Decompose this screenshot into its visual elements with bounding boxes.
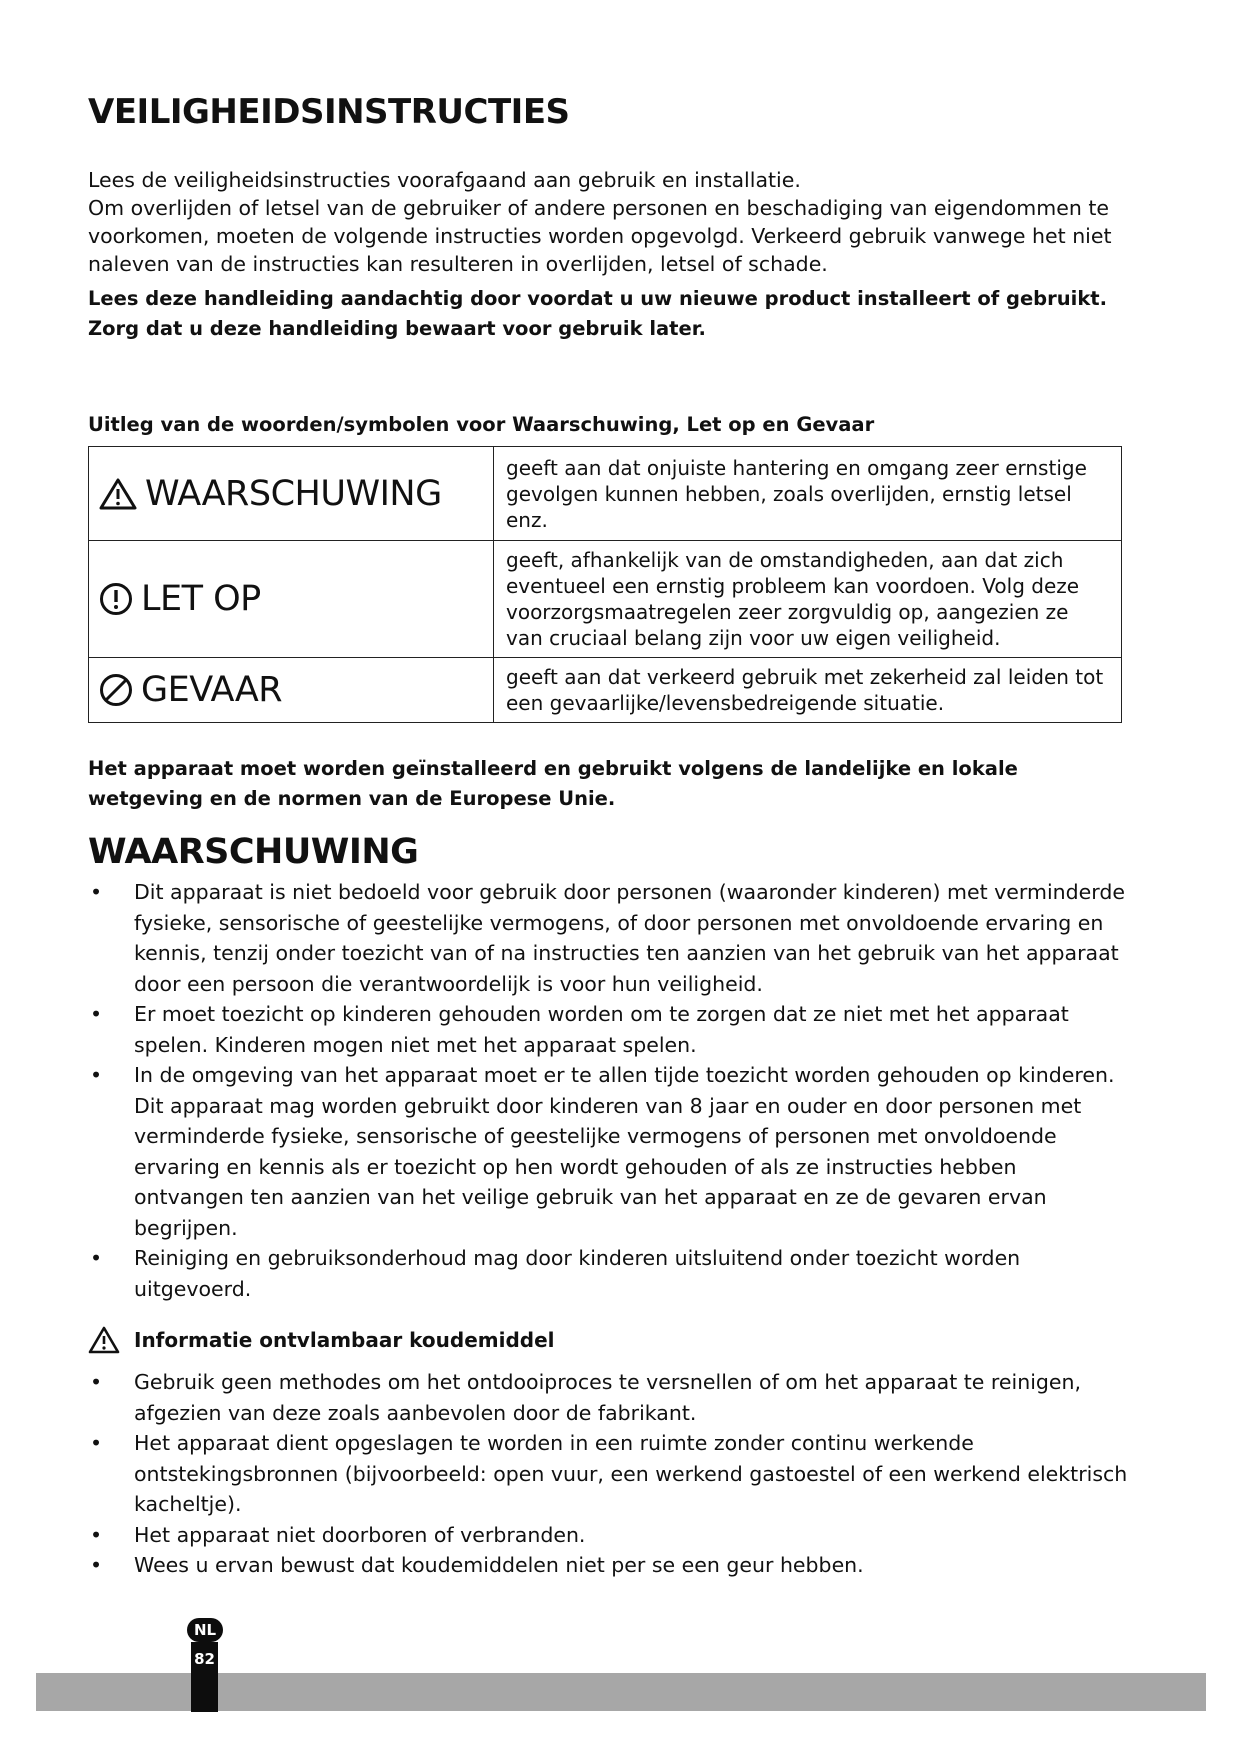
legend-row-let-op — [89, 541, 1122, 658]
list-item: • Er moet toezicht op kinderen gehouden worden om te zorgen dat ze niet met het apparaat spelen. Kinderen mogen niet met het apparaat spelen. — [88, 999, 1128, 1060]
list-item: • Het apparaat niet doorboren of verbranden. — [88, 1520, 1128, 1551]
term-let-op: LET OP — [141, 579, 261, 619]
bullet-icon: • — [90, 880, 103, 904]
refrigerant-list — [88, 1367, 1128, 1581]
read-manual-line-1: Lees deze handleiding aandachtig door voordat u uw nieuwe product installeert of gebruikt. — [88, 287, 1108, 310]
exclamation-circle-icon — [99, 582, 133, 616]
page-title: VEILIGHEIDSINSTRUCTIES — [88, 92, 570, 132]
bullet-icon: • — [90, 1063, 103, 1087]
intro-line-1: Lees de veiligheidsinstructies voorafgaand aan gebruik en installatie. — [88, 168, 801, 192]
bullet-icon: • — [90, 1002, 103, 1026]
warning-triangle-icon — [88, 1326, 120, 1354]
read-manual-notice — [88, 284, 1128, 344]
bullet-icon: • — [90, 1522, 103, 1547]
bullet-icon: • — [90, 1246, 103, 1270]
list-item: • Wees u ervan bewust dat koudemiddelen niet per se een geur hebben. — [88, 1550, 1128, 1581]
legislation-notice: Het apparaat moet worden geïnstalleerd en gebruikt volgens de landelijke en lokale wetgeving en de normen van de Europese Unie. — [88, 757, 1018, 810]
legend-table — [88, 446, 1122, 723]
intro-text — [88, 166, 1128, 278]
page-number: 82 — [194, 1650, 215, 1668]
desc-gevaar: geeft aan dat verkeerd gebruik met zekerheid zal leiden tot een gevaarlijke/levensbedreigende situatie. — [494, 658, 1122, 723]
list-item: • Het apparaat dient opgeslagen te worden in een ruimte zonder continu werkende ontstekingsbronnen (bijvoorbeeld: open vuur, een werkend gastoestel of een werkend elektrisch kacheltje). — [88, 1428, 1128, 1520]
warning-list — [88, 877, 1128, 1304]
term-gevaar: GEVAAR — [141, 670, 283, 710]
bullet-icon: • — [90, 1553, 103, 1577]
warning-triangle-icon — [99, 477, 137, 511]
list-item: • Gebruik geen methodes om het ontdooiproces te versnellen of om het apparaat te reinigen, afgezien van deze zoals aanbevolen door de fabrikant. — [88, 1367, 1128, 1428]
legend-row-warning — [89, 447, 1122, 541]
list-item: • Reiniging en gebruiksonderhoud mag door kinderen uitsluitend onder toezicht worden uitgevoerd. — [88, 1243, 1128, 1304]
term-waarschuwing: WAARSCHUWING — [145, 473, 442, 514]
list-item: • In de omgeving van het apparaat moet er te allen tijde toezicht worden gehouden op kinderen. Dit apparaat mag worden gebruikt door kinderen van 8 jaar en ouder en door personen met verminderde fysieke, sensorische of geestelijke vermogens of personen met onvoldoende ervaring en kennis als er toezicht op hen wordt gehouden of als ze instructies hebben ontvangen ten aanzien van het veilige gebruik van het apparaat en ze de gevaren ervan begrijpen. — [88, 1060, 1128, 1243]
list-item: • Dit apparaat is niet bedoeld voor gebruik door personen (waaronder kinderen) met verminderde fysieke, sensorische of geestelijke vermogens, of door personen met onvoldoende ervaring en kennis, tenzij onder toezicht van of na instructies ten aanzien van het gebruik van het apparaat door een persoon die verantwoordelijk is voor hun veiligheid. — [88, 877, 1128, 999]
bullet-icon: • — [90, 1370, 103, 1394]
desc-waarschuwing: geeft aan dat onjuiste hantering en omgang zeer ernstige gevolgen kunnen hebben, zoals overlijden, ernstig letsel enz. — [494, 447, 1122, 541]
refrigerant-heading-text: Informatie ontvlambaar koudemiddel — [134, 1328, 555, 1352]
refrigerant-heading — [88, 1326, 555, 1354]
legend-heading: Uitleg van de woorden/symbolen voor Waarschuwing, Let op en Gevaar — [88, 413, 875, 436]
warning-heading: WAARSCHUWING — [88, 832, 419, 872]
prohibition-icon — [99, 673, 133, 707]
bullet-icon: • — [90, 1431, 103, 1455]
legend-row-gevaar — [89, 658, 1122, 723]
desc-let-op: geeft, afhankelijk van de omstandigheden, aan dat zich eventueel een ernstig probleem kan voordoen. Volg deze voorzorgsmaatregelen zeer zorgvuldig op, aangezien ze van cruciaal belang zijn voor uw eigen veiligheid. — [494, 541, 1122, 658]
read-manual-line-2: Zorg dat u deze handleiding bewaart voor gebruik later. — [88, 317, 706, 340]
language-badge: NL — [187, 1618, 223, 1642]
intro-line-2: Om overlijden of letsel van de gebruiker of andere personen en beschadiging van eigendommen te voorkomen, moeten de volgende instructies worden opgevolgd. Verkeerd gebruik vanwege het niet naleven van de instructies kan resulteren in overlijden, letsel of schade. — [88, 196, 1112, 276]
